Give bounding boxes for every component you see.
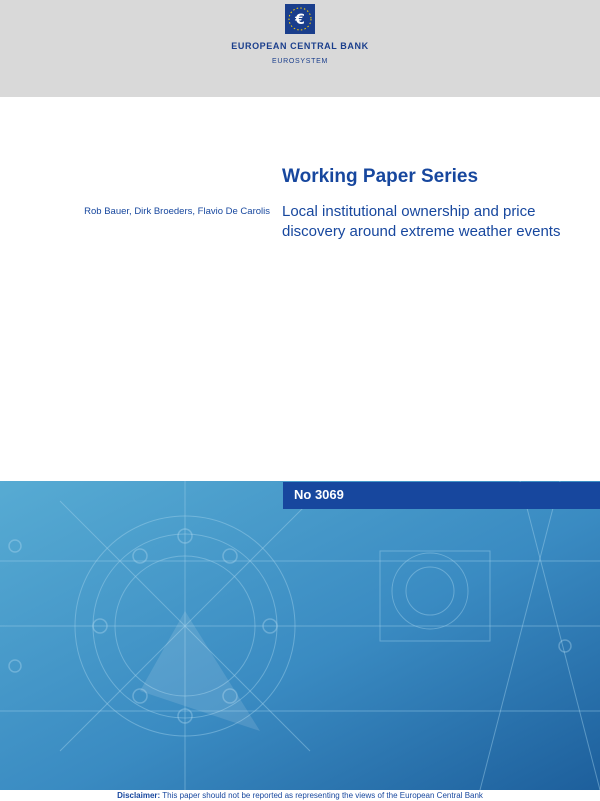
bank-name: EUROPEAN CENTRAL BANK bbox=[231, 41, 369, 51]
header-band bbox=[0, 0, 600, 97]
svg-text:€: € bbox=[295, 12, 305, 28]
series-title: Working Paper Series bbox=[282, 166, 479, 187]
disclaimer-label: Disclaimer: bbox=[117, 791, 161, 800]
authors: Rob Bauer, Dirk Broeders, Flavio De Carolis bbox=[84, 206, 270, 217]
paper-title: Local institutional ownership and price discovery around extreme weather events bbox=[282, 203, 561, 240]
bank-system: EUROSYSTEM bbox=[271, 58, 328, 65]
disclaimer-text: This paper should not be reported as representing the views of the European Central Bank bbox=[162, 791, 483, 800]
cover-art bbox=[0, 481, 600, 790]
paper-number-box bbox=[283, 482, 600, 509]
euro-emblem-icon bbox=[285, 4, 315, 34]
paper-number: No 3069 bbox=[294, 487, 344, 502]
